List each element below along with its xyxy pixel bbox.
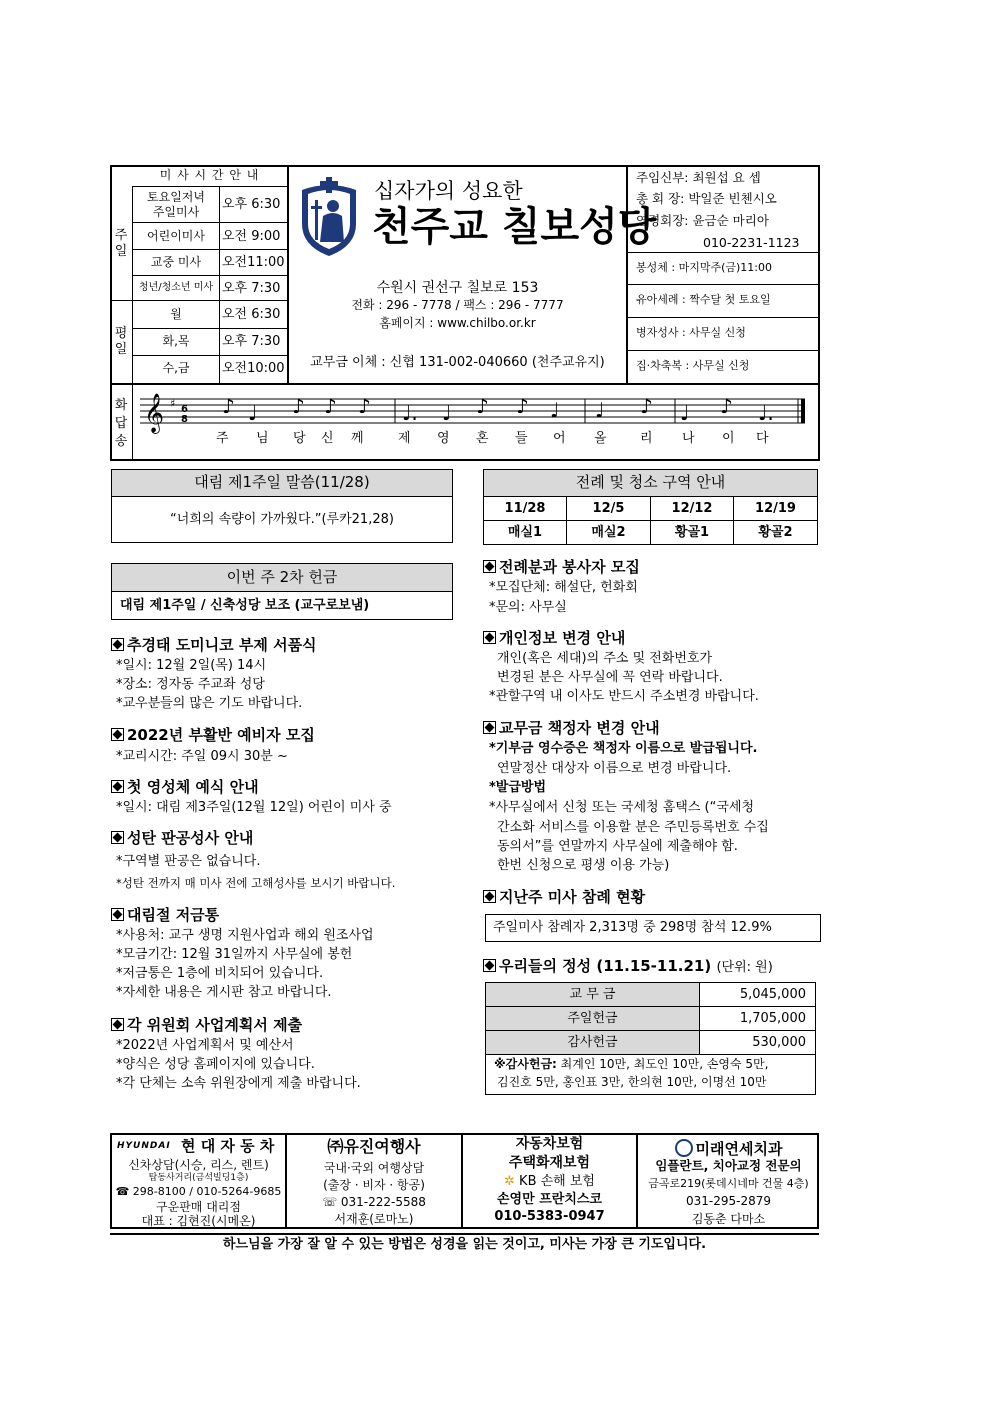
ad-line: ☎ 298-8100 / 010-5264-9685 <box>115 1185 282 1198</box>
svg-text:♩: ♩ <box>248 401 258 425</box>
church-homepage: 홈페이지 : www.chilbo.or.kr <box>379 316 536 330</box>
notice-title: 첫 영성체 예식 안내 <box>111 779 259 795</box>
notice-line: *모집단체: 해설단, 헌화회 <box>489 580 638 595</box>
svg-text:♩: ♩ <box>595 398 605 422</box>
hymn-lyric: 다 <box>756 431 769 446</box>
collection2-title: 이번 주 2차 헌금 <box>226 568 338 586</box>
liturgy-date: 12/12 <box>671 501 713 516</box>
staff-communion: 봉성체 : 마지막주(금)11:00 <box>636 261 772 274</box>
collection2-text: 대림 제1주일 / 신축성당 보조 (교구로보냄) <box>120 598 370 613</box>
ad-line: 김동춘 다마소 <box>691 1212 766 1226</box>
notice-line: *교리시간: 주일 09시 30분 ~ <box>116 749 288 764</box>
hymn-lyric: 께 <box>351 431 364 446</box>
notice-line: *구역별 판공은 없습니다. <box>116 854 261 869</box>
diamond-bullet-icon <box>111 831 124 844</box>
offering-label: 주일헌금 <box>567 1011 618 1026</box>
notice-line: *모금기간: 12월 31일까지 사무실에 봉헌 <box>116 947 353 962</box>
hymn-label: 화답송 <box>114 398 128 449</box>
notice-line: 간소화 서비스를 이용할 분은 주민등록번호 수집 <box>497 820 769 835</box>
notice-line: *관할구역 내 이사도 반드시 주소변경 바랍니다. <box>489 689 759 704</box>
mass-row-time: 오후 6:30 <box>222 197 281 212</box>
staff-president: 총 회 장: 박일준 빈첸시오 <box>636 191 777 206</box>
notice-line: *사무실에서 신청 또는 국세청 홈택스 (“국세청 <box>489 800 755 815</box>
svg-text:♩: ♩ <box>550 398 560 422</box>
mass-row-time: 오전 6:30 <box>222 307 281 322</box>
staff-anointing: 병자성사 : 사무실 신청 <box>636 326 746 339</box>
dental-logo-icon <box>675 1139 693 1157</box>
staff-funeral: 연령회장: 윤금순 마리아 <box>636 213 769 228</box>
ad-line: 손영만 프란치스코 <box>497 1192 602 1207</box>
offering-note: ※감사헌금: 최계인 10만, 최도인 10만, 손영숙 5만, <box>494 1057 769 1071</box>
word-text: “너희의 속량이 가까웠다.”(루카21,28) <box>170 512 394 527</box>
church-subtitle: 십자가의 성요한 <box>374 179 523 203</box>
offering-value: 5,045,000 <box>739 987 806 1002</box>
weekday-label: 평일 <box>114 326 128 357</box>
svg-text:♩.: ♩. <box>402 401 418 425</box>
ad-line: 금곡로219(롯데시네마 건물 4층) <box>648 1177 809 1190</box>
hymn-lyric: 신 <box>321 431 334 446</box>
liturgy-area-title: 전례 및 청소 구역 안내 <box>575 473 726 491</box>
notice-line: *일시: 12월 2일(목) 14시 <box>116 658 267 673</box>
offering-value: 530,000 <box>752 1035 806 1050</box>
mass-row-name: 교중 미사 <box>150 255 202 269</box>
ad-line: 031-295-2879 <box>685 1194 771 1208</box>
ad-title: 미래연세치과 <box>638 1139 819 1157</box>
diamond-bullet-icon <box>483 890 496 903</box>
liturgy-date: 12/19 <box>755 501 796 516</box>
hymn-lyric: 이 <box>722 431 735 446</box>
church-name: 천주교 칠보성당 <box>372 203 657 250</box>
ad-line: 구운판매 대리점 <box>156 1200 241 1214</box>
church-emblem-icon <box>298 176 360 258</box>
ad-line: 서재훈(로마노) <box>334 1212 414 1226</box>
hymn-lyric: 제 <box>398 431 411 446</box>
hyundai-logo-icon: HYUNDAI <box>117 1141 171 1151</box>
church-account: 교무금 이체 : 신협 131-002-040660 (천주교유지) <box>310 355 605 370</box>
offering-label: 감사헌금 <box>567 1035 618 1050</box>
mass-row-time: 오후 7:30 <box>222 334 281 349</box>
liturgy-area: 매실1 <box>507 525 543 540</box>
diamond-bullet-icon <box>483 959 496 972</box>
ad-line: 임플란트, 치아교정 전문의 <box>655 1158 802 1173</box>
svg-text:𝄞: 𝄞 <box>144 393 165 433</box>
notice-line: *양식은 성당 홈페이지에 있습니다. <box>116 1057 315 1072</box>
notice-title: 각 위원회 사업계획서 제출 <box>111 1017 302 1033</box>
ad-title: 자동차보험 <box>515 1136 584 1152</box>
mass-row-time: 오전11:00 <box>222 255 285 270</box>
diamond-bullet-icon <box>111 638 124 651</box>
svg-text:♪: ♪ <box>324 394 337 418</box>
svg-text:♪: ♪ <box>640 394 653 418</box>
notice-title: 성탄 판공성사 안내 <box>111 830 253 846</box>
ad-line: 탑동사거리(금석빌딩1층) <box>148 1173 249 1183</box>
notice-line: *각 단체는 소속 위원장에게 제출 바랍니다. <box>116 1076 361 1091</box>
hymn-lyric: 들 <box>515 431 528 446</box>
diamond-bullet-icon <box>111 728 124 741</box>
mass-row-name: 수,금 <box>162 361 190 375</box>
notice-line: *성탄 전까지 매 미사 전에 고해성사를 보시기 바랍니다. <box>116 876 396 890</box>
ad-line: 국내·국외 여행상담 <box>323 1161 425 1175</box>
notice-line: 연말정산 대상자 이름으로 변경 바랍니다. <box>497 761 732 776</box>
word-title: 대림 제1주일 말씀(11/28) <box>194 473 370 491</box>
hymn-lyric: 주 <box>216 431 229 446</box>
notice-line: *기부금 영수증은 책정자 이름으로 발급됩니다. <box>489 741 758 756</box>
notice-line: *장소: 정자동 주교좌 성당 <box>116 677 265 692</box>
diamond-bullet-icon <box>111 780 124 793</box>
notice-title: 전례분과 봉사자 모집 <box>483 559 640 575</box>
attendance-text: 주일미사 참례자 2,313명 중 298명 참석 12.9% <box>493 920 772 935</box>
svg-text:♪: ♪ <box>292 394 305 418</box>
svg-text:♪: ♪ <box>358 394 371 418</box>
hymn-lyric: 올 <box>594 431 607 446</box>
hymn-lyric: 혼 <box>476 431 489 446</box>
notice-title: 추경태 도미니코 부제 서품식 <box>111 637 317 653</box>
mass-row-name: 청년/청소년 미사 <box>138 282 214 293</box>
liturgy-date: 11/28 <box>504 501 546 516</box>
church-address: 수원시 권선구 칠보로 153 <box>376 280 539 296</box>
ad-line: ☏ 031-222-5588 <box>322 1195 426 1209</box>
notice-line: *문의: 사무실 <box>489 600 567 615</box>
notice-title: 2022년 부활반 예비자 모집 <box>111 727 315 743</box>
ad-line: 신차상담(시승, 리스, 렌트) <box>128 1158 269 1172</box>
diamond-bullet-icon <box>483 631 496 644</box>
hymn-lyric: 영 <box>437 431 450 446</box>
church-phone: 전화 : 296 - 7778 / 팩스 : 296 - 7777 <box>351 298 564 312</box>
notice-line: *교우분들의 많은 기도 바랍니다. <box>116 696 303 711</box>
offering-note: 김진호 5만, 홍인표 3만, 한의현 10만, 이명선 10만 <box>497 1075 767 1089</box>
svg-text:♯: ♯ <box>170 397 176 410</box>
mass-row-name: 어린이미사 <box>147 229 205 243</box>
svg-text:6: 6 <box>181 404 188 415</box>
notice-line: *저금통은 1층에 비치되어 있습니다. <box>116 966 324 981</box>
notice-line: 변경된 분은 사무실에 꼭 연락 바랍니다. <box>497 670 723 685</box>
ad-title2: 주택화재보험 <box>508 1155 591 1171</box>
staff-baptism: 유아세례 : 짝수달 첫 토요일 <box>636 293 771 306</box>
offering-label: 교 무 금 <box>569 987 616 1002</box>
svg-text:♩.: ♩. <box>758 401 774 425</box>
liturgy-area: 황골2 <box>758 525 793 540</box>
notice-title: 지난주 미사 참례 현황 <box>483 889 645 905</box>
svg-text:♩: ♩ <box>442 401 452 425</box>
ad-title: 현 대 자 동 차 <box>181 1137 275 1155</box>
diamond-bullet-icon <box>483 560 496 573</box>
diamond-bullet-icon <box>111 908 124 921</box>
notice-line: *일시: 대림 제3주일(12월 12일) 어린이 미사 중 <box>116 800 392 815</box>
ad-line: (출장 · 비자 · 항공) <box>323 1178 425 1192</box>
ad-line: 대표 : 김현진(시메온) <box>141 1214 256 1228</box>
notice-line: 개인(혹은 세대)의 주소 및 전화번호가 <box>497 651 713 666</box>
staff-blessing: 집·차축복 : 사무실 신청 <box>636 359 750 372</box>
notice-line: *발급방법 <box>489 780 547 795</box>
notice-line: *자세한 내용은 게시판 참고 바랍니다. <box>116 985 332 1000</box>
hymn-lyric: 님 <box>256 431 269 446</box>
diamond-bullet-icon <box>483 721 496 734</box>
svg-text:♪: ♪ <box>720 394 733 418</box>
liturgy-area: 매실2 <box>591 525 626 540</box>
hymn-lyric: 나 <box>682 431 695 446</box>
svg-text:♪: ♪ <box>476 394 489 418</box>
liturgy-date: 12/5 <box>592 501 625 516</box>
mass-schedule-heading: 미 사 시 간 안 내 <box>159 168 260 182</box>
notice-line: 동의서”를 연말까지 사무실에 제출해야 함. <box>497 839 738 854</box>
notice-line: *사용처: 교구 생명 지원사업과 해외 원조사업 <box>116 928 374 943</box>
offering-value: 1,705,000 <box>739 1011 806 1026</box>
staff-pastor: 주임신부: 최원섭 요 셉 <box>636 170 761 185</box>
svg-text:8: 8 <box>181 414 188 425</box>
mass-row-time: 오후 7:30 <box>222 281 281 296</box>
diamond-bullet-icon <box>111 1018 124 1031</box>
svg-text:♪: ♪ <box>222 394 235 418</box>
notice-line: 한번 신청으로 평생 이용 가능) <box>497 858 670 873</box>
hymn-lyric: 리 <box>640 431 653 446</box>
ad-title: ㈜유진여행사 <box>327 1137 421 1156</box>
hymn-lyric: 당 <box>293 431 306 446</box>
notice-title: 우리들의 정성 (11.15-11.21) (단위: 원) <box>483 958 773 974</box>
ad-kb: ✲ KB 손해 보험 <box>504 1174 595 1189</box>
notice-title: 대림절 저금통 <box>111 907 219 923</box>
footer-quote: 하느님을 가장 잘 알 수 있는 방법은 성경을 읽는 것이고, 미사는 가장 큰 기도입니다. <box>222 1237 707 1252</box>
mass-row-time: 오전10:00 <box>222 361 285 376</box>
mass-row-name: 화,목 <box>162 334 190 348</box>
notice-title: 개인정보 변경 안내 <box>483 630 625 646</box>
staff-phone: 010-2231-1123 <box>703 235 800 250</box>
mass-row-name: 토요일저녁 주일미사 <box>147 190 205 219</box>
hymn-staff <box>140 391 810 441</box>
kb-star-icon: ✲ <box>504 1174 515 1189</box>
sunday-label: 주일 <box>114 228 128 259</box>
svg-text:♩: ♩ <box>680 401 690 425</box>
hymn-lyric: 어 <box>553 431 566 446</box>
mass-row-time: 오전 9:00 <box>222 229 281 244</box>
notice-title: 교무금 책정자 변경 안내 <box>483 720 660 736</box>
svg-text:♪: ♪ <box>516 394 529 418</box>
mass-row-name: 월 <box>170 307 182 321</box>
notice-line: *2022년 사업계획서 및 예산서 <box>116 1038 294 1053</box>
liturgy-area: 황골1 <box>674 525 710 540</box>
ad-line: 010-5383-0947 <box>494 1209 605 1224</box>
